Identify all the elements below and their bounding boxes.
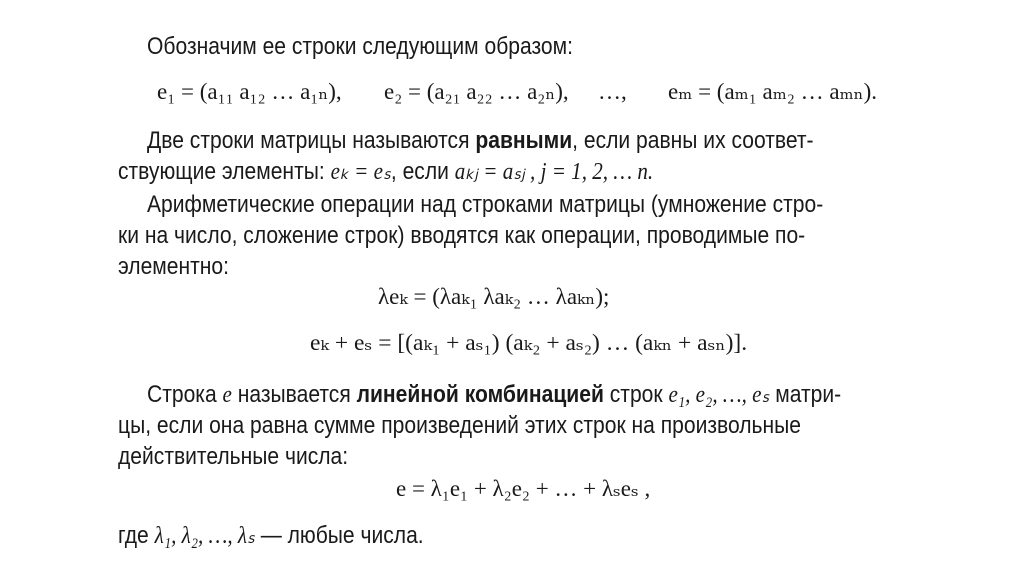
formula-akj-asj: aₖⱼ = aₛⱼ , j = 1, 2, … n. — [454, 158, 654, 185]
para1-text-a: Две строки матрицы называются — [147, 127, 476, 154]
para3-text-a: Строка — [147, 381, 223, 408]
formula-rows-list: e₁, e₂, …, eₛ — [668, 381, 770, 408]
symbol-e: e — [222, 381, 232, 408]
formula-row-e2: e₂ = (a₂₁ a₂₂ … a₂ₙ), — [384, 79, 569, 104]
formula-linear-combination: e = λ₁e₁ + λ₂e₂ + … + λₛeₛ , — [396, 476, 651, 501]
para1-text-c: ствующие элементы: — [118, 158, 331, 185]
formula-row-dots: …, — [598, 79, 627, 104]
para3-text-c: строк — [603, 381, 669, 408]
formula-row-e1: e₁ = (a₁₁ a₁₂ … a₁ₙ), — [157, 79, 342, 104]
para3-line2: цы, если она равна сумме произведений этих строк на произвольные — [118, 412, 802, 439]
para2-line1: Арифметические операции над строками матрицы (умножение стро- — [147, 191, 824, 218]
para3-text-d: матри- — [769, 381, 842, 408]
para1-text-b: , если равны их соответ- — [572, 127, 814, 154]
heading-line: Обозначим ее строки следующим образом: — [147, 33, 573, 60]
formula-lambdas: λ₁, λ₂, …, λₛ — [154, 522, 255, 549]
final-prefix: где — [118, 522, 155, 549]
para1-line2 — [118, 157, 653, 187]
para2-line2: ки на число, сложение строк) вводятся как операции, проводимые по- — [118, 222, 806, 249]
para3-line3: действительные числа: — [118, 443, 349, 470]
para3-text-b: называется — [231, 381, 357, 408]
final-suffix: — любые числа. — [254, 522, 424, 549]
formula-row-sum: eₖ + eₛ = [(aₖ₁ + aₛ₁) (aₖ₂ + aₛ₂) … (aₖₙ + aₛₙ)]. — [310, 330, 748, 356]
final-line — [118, 521, 424, 551]
formula-row-em: eₘ = (aₘ₁ aₘ₂ … aₘₙ). — [668, 79, 878, 104]
term-equal: равными — [475, 127, 573, 154]
para2-line3: элементно: — [118, 253, 230, 280]
formula-scalar-multiplication: λeₖ = (λaₖ₁ λaₖ₂ … λaₖₙ); — [378, 284, 610, 309]
para1-text-d: , если — [390, 158, 455, 185]
para3-line1 — [147, 380, 841, 410]
formula-ek-es: eₖ = eₛ — [330, 158, 391, 185]
term-linear-combination: линейной комбинацией — [356, 381, 604, 408]
para1-line1 — [147, 126, 814, 156]
